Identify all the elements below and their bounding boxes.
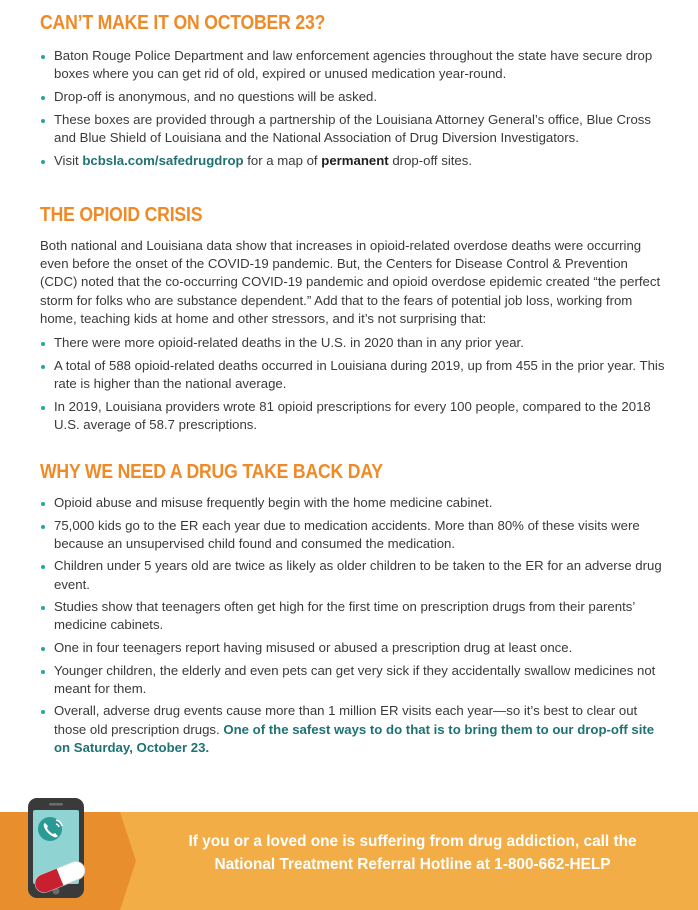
list-item: A total of 588 opioid-related deaths occurred in Louisiana during 2019, up from 455 in the prior year. This rate is higher than the national average. [40,357,665,393]
section-heading-take-back-day: WHY WE NEED A DRUG TAKE BACK DAY [40,461,383,483]
drop-off-highlight: One of the safest ways to do that is to bring them to our drop-off site on Saturday, October 23. [54,721,655,755]
list-item: In 2019, Louisiana providers wrote 81 opioid prescriptions for every 100 people, compared to the 2018 U.S. average of 58.7 prescriptions. [40,398,665,434]
opioid-crisis-paragraph: Both national and Louisiana data show that increases in opioid-related overdose deaths were occurring even before the onset of the COVID-19 pandemic. But, the Centers for Disease Control & Prevention (CDC) noted that the co-occurring COVID-19 pandemic and opioid overdose epidemic created “the perfect storm for folks who are substance dependent.” Add that to the fears of potential job loss, working from home, teaching kids at home and other stressors, and it’s not surprising that: [40,238,661,326]
list-item: 75,000 kids go to the ER each year due to medication accidents. More than 80% of these visits were because an unsupervised child found and consumed the medication. [40,517,665,553]
permanent-emphasis: permanent [321,153,389,169]
banner-arrow [120,812,136,910]
section-heading-cant-make-it: CAN’T MAKE IT ON OCTOBER 23? [40,12,326,34]
list-item: Opioid abuse and misuse frequently begin with the home medicine cabinet. [40,494,665,512]
list-item: Children under 5 years old are twice as likely as older children to be taken to the ER for an adverse drug event. [40,557,665,593]
list-item: These boxes are provided through a partnership of the Louisiana Attorney General’s office, Blue Cross and Blue Shield of Louisiana and the National Association of Drug Diversion Investigators. [40,111,665,147]
visit-prefix: Visit [54,153,83,169]
hotline-line-1: If you or a loved one is suffering from drug addiction, call the [188,833,637,850]
list-item: Drop-off is anonymous, and no questions will be asked. [40,88,665,106]
section-heading-opioid-crisis: THE OPIOID CRISIS [40,204,203,226]
opioid-facts-list [40,334,665,434]
list-item: Baton Rouge Police Department and law enforcement agencies throughout the state have secure drop boxes where you can get rid of old, expired or unused medication year-round. [40,47,665,83]
drop-box-section [40,12,665,175]
overall-text: Overall, adverse drug events cause more than 1 million ER visits each year—so it’s best to clear out those old prescription drugs. [54,703,638,737]
take-back-day-section [40,461,665,761]
take-back-reasons-list [40,494,665,757]
opioid-crisis-section [40,204,665,439]
list-item: Younger children, the elderly and even pets can get very sick if they accidentally swallow medicines not meant for them. [40,662,665,698]
visit-suffix: drop-off sites. [388,153,473,169]
list-item-visit [40,152,665,170]
visit-middle: for a map of [243,153,322,169]
safedrugdrop-link[interactable]: bcbsla.com/safedrugdrop [82,153,244,169]
phone-icon [18,795,114,907]
list-item: One in four teenagers report having misused or abused a prescription drug at least once. [40,639,665,657]
list-item: There were more opioid-related deaths in the U.S. in 2020 than in any prior year. [40,334,665,352]
drop-box-list [40,47,665,170]
hotline-text [140,830,685,876]
hotline-line-2: National Treatment Referral Hotline at 1-800-662-HELP [214,856,611,873]
call-icon [38,817,62,841]
list-item: Studies show that teenagers often get high for the first time on prescription drugs from their parents’ medicine cabinets. [40,598,665,634]
list-item-overall [40,702,665,757]
